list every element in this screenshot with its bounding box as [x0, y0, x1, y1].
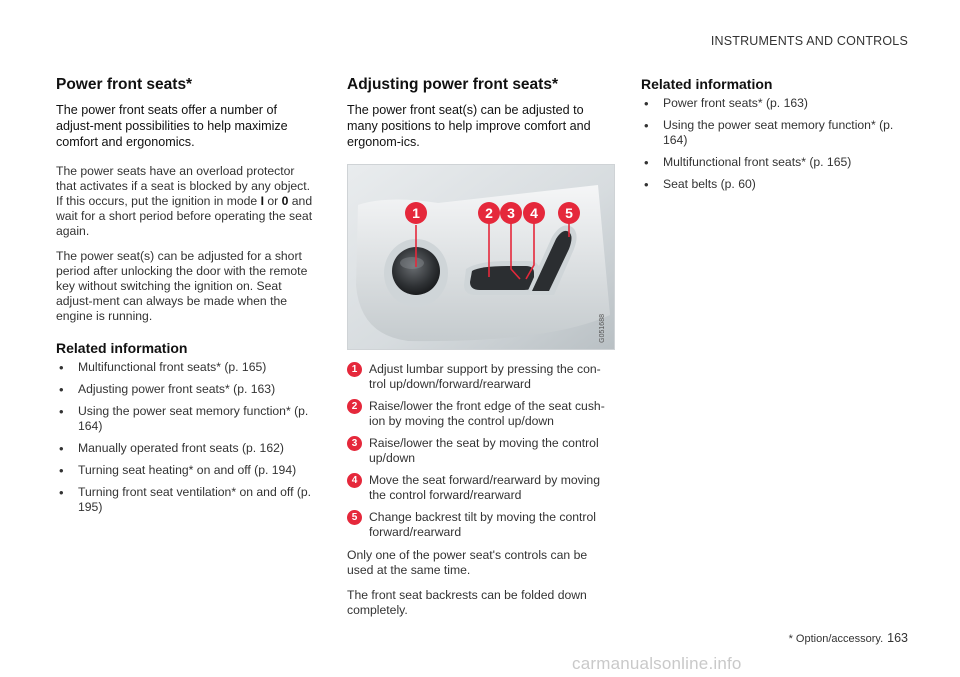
callout-number-badge: 4: [347, 473, 362, 488]
related-list: [56, 360, 318, 515]
running-header: INSTRUMENTS AND CONTROLS: [710, 34, 908, 48]
column-power-front-seats: [56, 76, 318, 522]
related-link[interactable]: • Turning seat heating* on and off (p. 194): [56, 463, 318, 478]
lead-paragraph: The power front seat(s) can be adjusted to many positions to help improve comfort and ergonom-ics.: [347, 103, 591, 149]
callout-text: Raise/lower the seat by moving the control up/down: [369, 436, 599, 465]
overload-paragraph: [56, 164, 318, 239]
lead-paragraph: The power front seats offer a number of adjust-ment possibilities to help maximize comfort and ergonomics.: [56, 103, 288, 149]
column-related-information: [641, 76, 903, 199]
marker-5: [558, 202, 580, 224]
remote-key-paragraph: The power seat(s) can be adjusted for a short period after unlocking the door with the remote key without switching the ignition on. Seat adjust-ment can always be made when the engine is running.: [56, 249, 308, 323]
callout-text: Move the seat forward/rearward by moving the control forward/rearward: [369, 473, 600, 502]
one-control-paragraph: Only one of the power seat's controls can be used at the same time.: [347, 548, 588, 577]
watermark: carmanualsonline.info: [572, 654, 742, 673]
marker-label: 5: [565, 205, 573, 221]
marker-label: 1: [412, 205, 420, 221]
related-link[interactable]: • Power front seats* (p. 163): [641, 96, 903, 111]
marker-2: [478, 202, 500, 224]
seat-controls-illustration: [348, 165, 614, 349]
related-link[interactable]: • Manually operated front seats (p. 162): [56, 441, 318, 456]
column-adjusting-seats: [347, 76, 615, 628]
marker-4: [523, 202, 545, 224]
section-title: Adjusting power front seats*: [347, 76, 558, 93]
section-title: Power front seats*: [56, 76, 193, 93]
related-link[interactable]: • Using the power seat memory function* (p. 164): [56, 404, 318, 434]
option-footnote: * Option/accessory.: [788, 633, 884, 645]
callout-list: [347, 362, 615, 540]
overload-text-or: or: [263, 194, 282, 208]
related-link[interactable]: • Multifunctional front seats* (p. 165): [641, 155, 903, 170]
seat-cushion-control: [470, 266, 534, 290]
callout-number-badge: 1: [347, 362, 362, 377]
callout-item: [347, 399, 615, 429]
page-footer: [789, 631, 908, 645]
callout-item: [347, 473, 615, 503]
marker-3: [500, 202, 522, 224]
seat-controls-figure: [347, 164, 615, 350]
backrest-fold-paragraph: The front seat backrests can be folded down completely.: [347, 588, 587, 617]
related-link[interactable]: • Seat belts (p. 60): [641, 177, 903, 192]
marker-label: 4: [530, 205, 538, 221]
ignition-mode-i: I: [260, 194, 264, 208]
callout-number-badge: 5: [347, 510, 362, 525]
related-heading: Related information: [641, 76, 773, 92]
knob-highlight: [400, 257, 424, 269]
callout-number-badge: 2: [347, 399, 362, 414]
related-heading: Related information: [56, 340, 188, 356]
callout-item: [347, 510, 615, 540]
callout-text: Adjust lumbar support by pressing the con-trol up/down/forward/rearward: [369, 362, 601, 391]
callout-number-badge: 3: [347, 436, 362, 451]
overload-text-start: The power seats have an overload protector that activates if a seat is blocked by any object. If this occurs, put the ignition in mode: [56, 164, 311, 208]
marker-label: 3: [507, 205, 515, 221]
related-link[interactable]: • Multifunctional front seats* (p. 165): [56, 360, 318, 375]
ignition-mode-0: 0: [281, 194, 289, 208]
callout-item: [347, 436, 615, 466]
related-link[interactable]: • Turning front seat ventilation* on and off (p. 195): [56, 485, 318, 515]
callout-item: [347, 362, 615, 392]
callout-text: Change backrest tilt by moving the control forward/rearward: [369, 510, 596, 539]
marker-label: 2: [485, 205, 493, 221]
related-link[interactable]: • Adjusting power front seats* (p. 163): [56, 382, 318, 397]
callout-text: Raise/lower the front edge of the seat cush-ion by moving the control up/down: [369, 399, 605, 428]
marker-1: [405, 202, 427, 224]
overload-text-end: and wait for a short period before operating the seat again.: [56, 194, 313, 238]
page-number: 163: [887, 631, 908, 645]
related-link[interactable]: • Using the power seat memory function* (p. 164): [641, 118, 903, 148]
related-list: [641, 96, 903, 192]
figure-code: G051688: [599, 314, 606, 343]
